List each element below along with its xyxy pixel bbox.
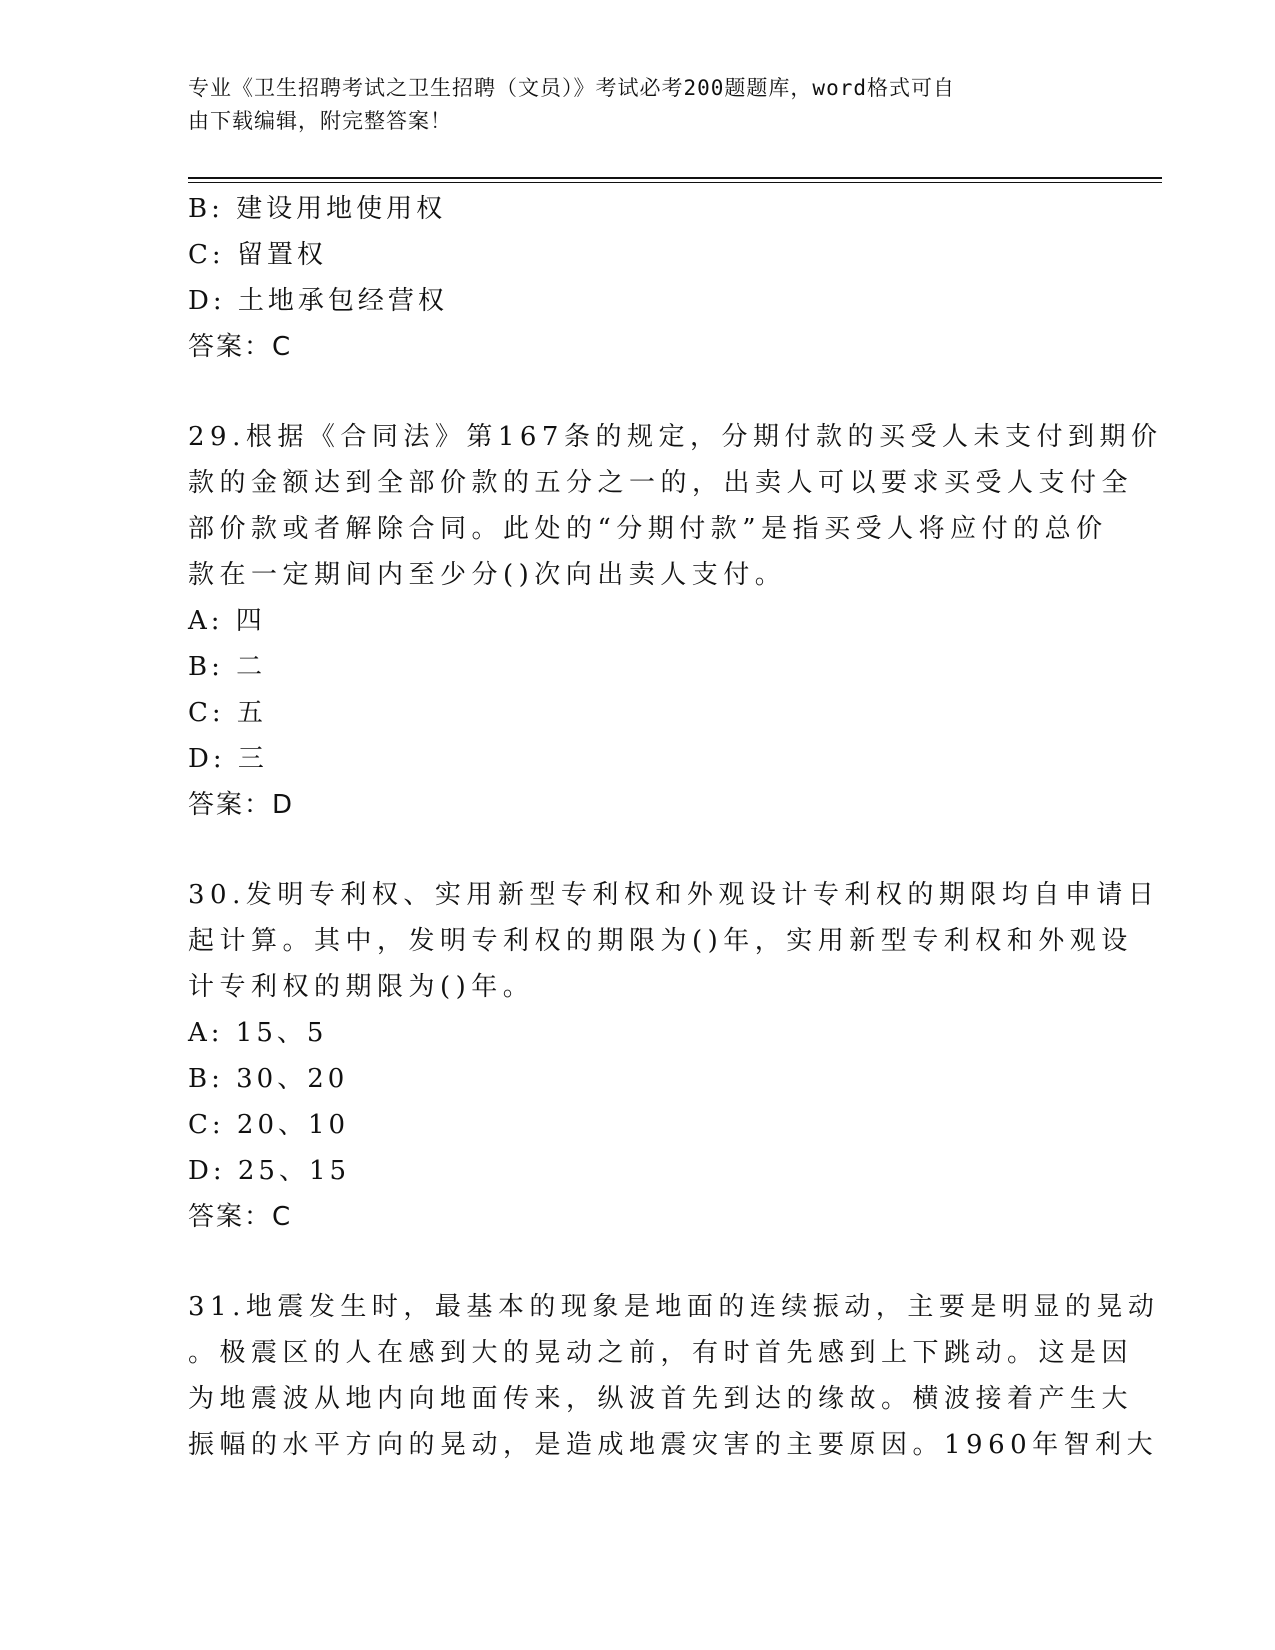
header-divider-thin: [188, 182, 1162, 183]
question-28-continuation: [188, 186, 1088, 370]
answer: 答案：C: [188, 332, 293, 362]
document-body: [188, 186, 1163, 1468]
header-divider-thick: [188, 177, 1162, 179]
option-d: D: 三: [188, 744, 268, 774]
question-text-line: 29.根据《合同法》第167条的规定，分期付款的买受人未支付到期价: [188, 422, 1163, 452]
question-30: [188, 872, 1160, 1240]
page-header: [188, 72, 1068, 138]
option-d: D: 25、15: [188, 1156, 351, 1186]
question-text-line: 为地震波从地内向地面传来，纵波首先到达的缘故。横波接着产生大: [188, 1384, 1134, 1414]
answer: 答案：C: [188, 1202, 293, 1232]
header-line-1: 专业《卫生招聘考试之卫生招聘（文员）》考试必考200题题库，word格式可自: [188, 76, 955, 100]
question-text-line: 起计算。其中，发明专利权的期限为()年，实用新型专利权和外观设: [188, 926, 1133, 956]
option-b: B: 建设用地使用权: [188, 194, 447, 224]
spacer: [188, 828, 1088, 872]
option-c: C: 20、10: [188, 1110, 350, 1140]
spacer: [188, 370, 1088, 414]
question-29: [188, 414, 1163, 828]
question-31: [188, 1284, 1160, 1468]
question-text-line: 部价款或者解除合同。此处的“分期付款”是指买受人将应付的总价: [188, 514, 1108, 544]
question-text-line: 。极震区的人在感到大的晃动之前，有时首先感到上下跳动。这是因: [188, 1338, 1134, 1368]
question-text-line: 振幅的水平方向的晃动，是造成地震灾害的主要原因。1960年智利大: [188, 1430, 1159, 1460]
question-text-line: 计专利权的期限为()年。: [188, 972, 535, 1002]
option-a: A: 15、5: [188, 1018, 328, 1048]
option-b: B: 二: [188, 652, 267, 682]
option-c: C: 留置权: [188, 240, 327, 270]
option-d: D: 土地承包经营权: [188, 286, 448, 316]
question-text-line: 30.发明专利权、实用新型专利权和外观设计专利权的期限均自申请日: [188, 880, 1160, 910]
question-text-line: 31.地震发生时，最基本的现象是地面的连续振动，主要是明显的晃动: [188, 1292, 1160, 1322]
spacer: [188, 1240, 1088, 1284]
answer: 答案：D: [188, 790, 295, 820]
option-b: B: 30、20: [188, 1064, 349, 1094]
question-text-line: 款在一定期间内至少分()次向出卖人支付。: [188, 560, 787, 590]
option-c: C: 五: [188, 698, 267, 728]
option-a: A: 四: [188, 606, 266, 636]
header-line-2: 由下载编辑，附完整答案！: [188, 109, 452, 133]
question-text-line: 款的金额达到全部价款的五分之一的，出卖人可以要求买受人支付全: [188, 468, 1134, 498]
